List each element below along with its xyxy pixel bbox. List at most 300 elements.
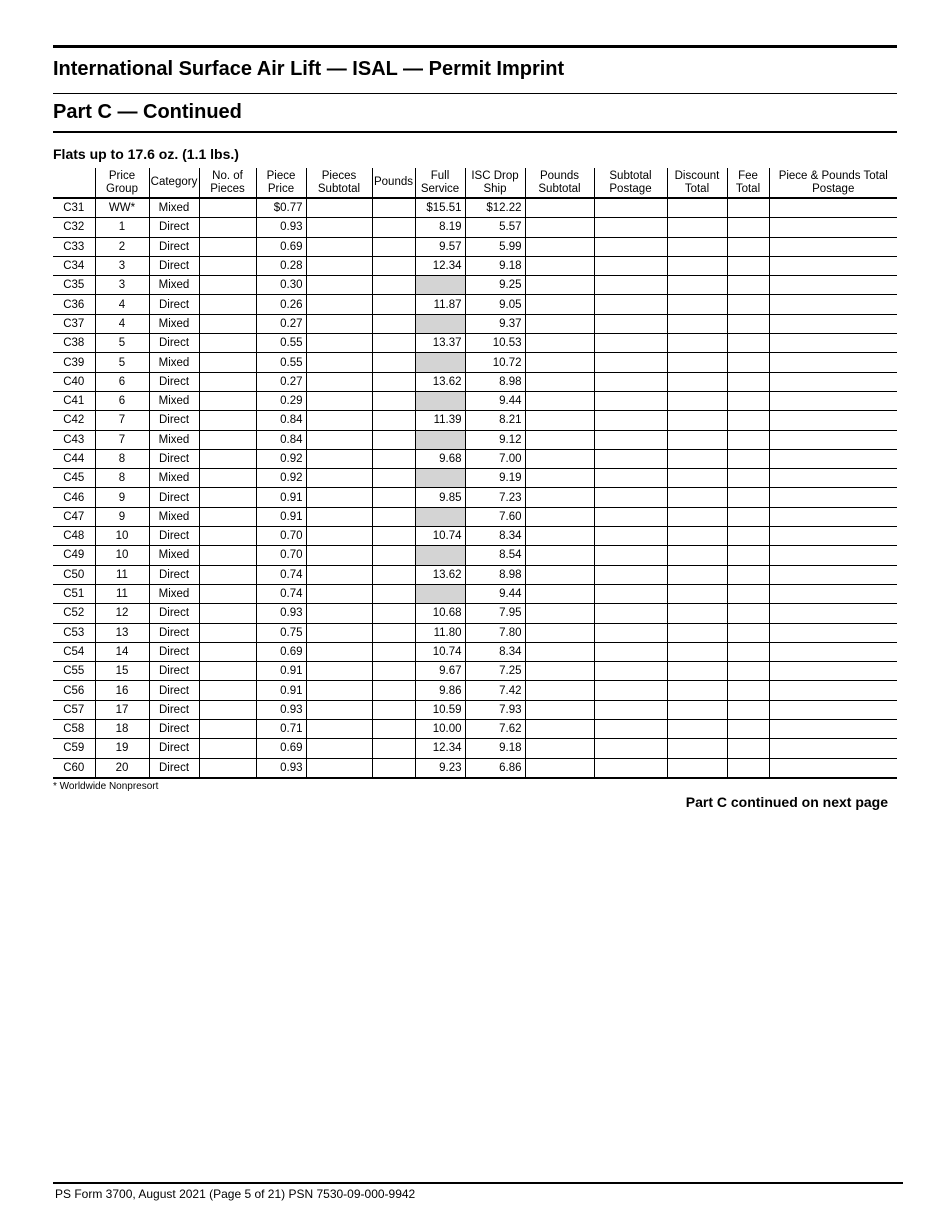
line-number-cell: C56 — [53, 681, 95, 700]
total-postage-entry[interactable] — [769, 198, 897, 218]
subtotal-postage-entry[interactable] — [594, 546, 667, 565]
category-cell: Direct — [149, 488, 199, 507]
no-of-pieces-entry[interactable] — [199, 720, 256, 739]
discount-total-entry[interactable] — [667, 372, 727, 391]
pounds-subtotal-entry[interactable] — [525, 642, 594, 661]
pounds-subtotal-entry[interactable] — [525, 507, 594, 526]
pieces-subtotal-entry[interactable] — [306, 198, 372, 218]
pieces-subtotal-entry[interactable] — [306, 681, 372, 700]
fee-total-entry[interactable] — [727, 430, 769, 449]
pounds-entry[interactable] — [372, 256, 415, 275]
pieces-subtotal-entry[interactable] — [306, 334, 372, 353]
subtotal-postage-entry[interactable] — [594, 565, 667, 584]
pounds-subtotal-entry[interactable] — [525, 314, 594, 333]
pounds-entry[interactable] — [372, 469, 415, 488]
fee-total-entry[interactable] — [727, 334, 769, 353]
pounds-subtotal-entry[interactable] — [525, 604, 594, 623]
fee-total-entry[interactable] — [727, 507, 769, 526]
discount-total-entry[interactable] — [667, 739, 727, 758]
total-postage-entry[interactable] — [769, 391, 897, 410]
full-service-cell — [415, 430, 465, 449]
pounds-entry[interactable] — [372, 314, 415, 333]
discount-total-entry[interactable] — [667, 488, 727, 507]
piece-price-cell: 0.91 — [256, 488, 306, 507]
pieces-subtotal-entry[interactable] — [306, 720, 372, 739]
no-of-pieces-entry[interactable] — [199, 276, 256, 295]
price-group-cell: 8 — [95, 449, 149, 468]
subtotal-postage-entry[interactable] — [594, 758, 667, 778]
total-postage-entry[interactable] — [769, 681, 897, 700]
pieces-subtotal-entry[interactable] — [306, 430, 372, 449]
pieces-subtotal-entry[interactable] — [306, 218, 372, 237]
pounds-subtotal-entry[interactable] — [525, 295, 594, 314]
fee-total-entry[interactable] — [727, 353, 769, 372]
no-of-pieces-entry[interactable] — [199, 507, 256, 526]
total-postage-entry[interactable] — [769, 527, 897, 546]
pieces-subtotal-entry[interactable] — [306, 256, 372, 275]
pieces-subtotal-entry[interactable] — [306, 391, 372, 410]
discount-total-entry[interactable] — [667, 430, 727, 449]
pieces-subtotal-entry[interactable] — [306, 488, 372, 507]
table-row — [53, 372, 897, 391]
pounds-entry[interactable] — [372, 334, 415, 353]
subtotal-postage-entry[interactable] — [594, 430, 667, 449]
total-postage-entry[interactable] — [769, 449, 897, 468]
total-postage-entry[interactable] — [769, 334, 897, 353]
pieces-subtotal-entry[interactable] — [306, 276, 372, 295]
pounds-subtotal-entry[interactable] — [525, 739, 594, 758]
pounds-entry[interactable] — [372, 372, 415, 391]
pounds-entry[interactable] — [372, 411, 415, 430]
table-row — [53, 546, 897, 565]
discount-total-entry[interactable] — [667, 198, 727, 218]
pounds-subtotal-entry[interactable] — [525, 334, 594, 353]
pounds-subtotal-entry[interactable] — [525, 218, 594, 237]
isc-drop-ship-cell: 8.98 — [465, 565, 525, 584]
price-group-cell: 18 — [95, 720, 149, 739]
fee-total-entry[interactable] — [727, 720, 769, 739]
fee-total-entry[interactable] — [727, 449, 769, 468]
price-group-cell: 6 — [95, 372, 149, 391]
isc-drop-ship-cell: 8.34 — [465, 642, 525, 661]
subtotal-postage-entry[interactable] — [594, 507, 667, 526]
total-postage-entry[interactable] — [769, 584, 897, 603]
subtotal-postage-entry[interactable] — [594, 700, 667, 719]
no-of-pieces-entry[interactable] — [199, 237, 256, 256]
subtotal-postage-entry[interactable] — [594, 411, 667, 430]
no-of-pieces-entry[interactable] — [199, 469, 256, 488]
piece-price-cell: 0.92 — [256, 449, 306, 468]
discount-total-entry[interactable] — [667, 334, 727, 353]
category-cell: Mixed — [149, 314, 199, 333]
discount-total-entry[interactable] — [667, 546, 727, 565]
no-of-pieces-entry[interactable] — [199, 218, 256, 237]
fee-total-entry[interactable] — [727, 411, 769, 430]
isc-drop-ship-cell: 8.98 — [465, 372, 525, 391]
total-postage-entry[interactable] — [769, 295, 897, 314]
pieces-subtotal-entry[interactable] — [306, 546, 372, 565]
piece-price-cell: $0.77 — [256, 198, 306, 218]
pounds-entry[interactable] — [372, 681, 415, 700]
pieces-subtotal-entry[interactable] — [306, 758, 372, 778]
subtotal-postage-entry[interactable] — [594, 720, 667, 739]
pounds-subtotal-entry[interactable] — [525, 527, 594, 546]
no-of-pieces-entry[interactable] — [199, 488, 256, 507]
pounds-subtotal-entry[interactable] — [525, 276, 594, 295]
subtotal-postage-entry[interactable] — [594, 237, 667, 256]
fee-total-entry[interactable] — [727, 198, 769, 218]
pounds-entry[interactable] — [372, 430, 415, 449]
no-of-pieces-entry[interactable] — [199, 295, 256, 314]
subtotal-postage-entry[interactable] — [594, 527, 667, 546]
fee-total-entry[interactable] — [727, 295, 769, 314]
pieces-subtotal-entry[interactable] — [306, 314, 372, 333]
total-postage-entry[interactable] — [769, 662, 897, 681]
no-of-pieces-entry[interactable] — [199, 334, 256, 353]
pounds-entry[interactable] — [372, 642, 415, 661]
pounds-subtotal-entry[interactable] — [525, 565, 594, 584]
pieces-subtotal-entry[interactable] — [306, 662, 372, 681]
pieces-subtotal-entry[interactable] — [306, 604, 372, 623]
pounds-entry[interactable] — [372, 662, 415, 681]
no-of-pieces-entry[interactable] — [199, 584, 256, 603]
total-postage-entry[interactable] — [769, 642, 897, 661]
discount-total-entry[interactable] — [667, 527, 727, 546]
pieces-subtotal-entry[interactable] — [306, 449, 372, 468]
no-of-pieces-entry[interactable] — [199, 565, 256, 584]
pieces-subtotal-entry[interactable] — [306, 353, 372, 372]
discount-total-entry[interactable] — [667, 662, 727, 681]
pieces-subtotal-entry[interactable] — [306, 565, 372, 584]
price-group-cell: 8 — [95, 469, 149, 488]
no-of-pieces-entry[interactable] — [199, 449, 256, 468]
col-header-fee-total: Fee Total — [727, 168, 769, 198]
line-number-cell: C54 — [53, 642, 95, 661]
full-service-cell — [415, 546, 465, 565]
pounds-subtotal-entry[interactable] — [525, 488, 594, 507]
pounds-subtotal-entry[interactable] — [525, 662, 594, 681]
fee-total-entry[interactable] — [727, 758, 769, 778]
subtotal-postage-entry[interactable] — [594, 739, 667, 758]
fee-total-entry[interactable] — [727, 642, 769, 661]
discount-total-entry[interactable] — [667, 256, 727, 275]
no-of-pieces-entry[interactable] — [199, 700, 256, 719]
pieces-subtotal-entry[interactable] — [306, 642, 372, 661]
pounds-entry[interactable] — [372, 758, 415, 778]
pounds-subtotal-entry[interactable] — [525, 372, 594, 391]
fee-total-entry[interactable] — [727, 391, 769, 410]
pieces-subtotal-entry[interactable] — [306, 237, 372, 256]
line-number-cell: C42 — [53, 411, 95, 430]
subtotal-postage-entry[interactable] — [594, 488, 667, 507]
total-postage-entry[interactable] — [769, 739, 897, 758]
pieces-subtotal-entry[interactable] — [306, 469, 372, 488]
total-postage-entry[interactable] — [769, 565, 897, 584]
total-postage-entry[interactable] — [769, 604, 897, 623]
subtotal-postage-entry[interactable] — [594, 584, 667, 603]
pounds-subtotal-entry[interactable] — [525, 449, 594, 468]
table-row — [53, 449, 897, 468]
subtotal-postage-entry[interactable] — [594, 391, 667, 410]
price-group-cell: 6 — [95, 391, 149, 410]
full-service-cell — [415, 391, 465, 410]
total-postage-entry[interactable] — [769, 430, 897, 449]
pounds-entry[interactable] — [372, 604, 415, 623]
total-postage-entry[interactable] — [769, 546, 897, 565]
line-number-cell: C50 — [53, 565, 95, 584]
total-postage-entry[interactable] — [769, 507, 897, 526]
piece-price-cell: 0.92 — [256, 469, 306, 488]
line-number-cell: C37 — [53, 314, 95, 333]
piece-price-cell: 0.74 — [256, 584, 306, 603]
isc-drop-ship-cell: $12.22 — [465, 198, 525, 218]
subtotal-postage-entry[interactable] — [594, 276, 667, 295]
no-of-pieces-entry[interactable] — [199, 391, 256, 410]
fee-total-entry[interactable] — [727, 565, 769, 584]
fee-total-entry[interactable] — [727, 276, 769, 295]
fee-total-entry[interactable] — [727, 584, 769, 603]
table-row — [53, 198, 897, 218]
discount-total-entry[interactable] — [667, 758, 727, 778]
pieces-subtotal-entry[interactable] — [306, 584, 372, 603]
discount-total-entry[interactable] — [667, 449, 727, 468]
piece-price-cell: 0.69 — [256, 237, 306, 256]
line-number-cell: C59 — [53, 739, 95, 758]
subtotal-postage-entry[interactable] — [594, 604, 667, 623]
no-of-pieces-entry[interactable] — [199, 372, 256, 391]
pounds-entry[interactable] — [372, 276, 415, 295]
no-of-pieces-entry[interactable] — [199, 623, 256, 642]
pounds-subtotal-entry[interactable] — [525, 237, 594, 256]
pounds-subtotal-entry[interactable] — [525, 720, 594, 739]
subtotal-postage-entry[interactable] — [594, 662, 667, 681]
no-of-pieces-entry[interactable] — [199, 604, 256, 623]
table-row — [53, 488, 897, 507]
price-group-cell: 16 — [95, 681, 149, 700]
pieces-subtotal-entry[interactable] — [306, 739, 372, 758]
subtotal-postage-entry[interactable] — [594, 256, 667, 275]
isc-drop-ship-cell: 10.72 — [465, 353, 525, 372]
subtotal-postage-entry[interactable] — [594, 353, 667, 372]
fee-total-entry[interactable] — [727, 372, 769, 391]
pounds-entry[interactable] — [372, 507, 415, 526]
subtotal-postage-entry[interactable] — [594, 295, 667, 314]
no-of-pieces-entry[interactable] — [199, 198, 256, 218]
subtotal-postage-entry[interactable] — [594, 218, 667, 237]
discount-total-entry[interactable] — [667, 314, 727, 333]
fee-total-entry[interactable] — [727, 314, 769, 333]
discount-total-entry[interactable] — [667, 700, 727, 719]
discount-total-entry[interactable] — [667, 507, 727, 526]
pounds-entry[interactable] — [372, 218, 415, 237]
total-postage-entry[interactable] — [769, 623, 897, 642]
top-rule — [53, 45, 897, 48]
no-of-pieces-entry[interactable] — [199, 411, 256, 430]
category-cell: Direct — [149, 527, 199, 546]
discount-total-entry[interactable] — [667, 295, 727, 314]
discount-total-entry[interactable] — [667, 391, 727, 410]
pounds-entry[interactable] — [372, 449, 415, 468]
isc-drop-ship-cell: 7.23 — [465, 488, 525, 507]
fee-total-entry[interactable] — [727, 469, 769, 488]
fee-total-entry[interactable] — [727, 527, 769, 546]
fee-total-entry[interactable] — [727, 256, 769, 275]
fee-total-entry[interactable] — [727, 623, 769, 642]
line-number-cell: C38 — [53, 334, 95, 353]
discount-total-entry[interactable] — [667, 681, 727, 700]
discount-total-entry[interactable] — [667, 565, 727, 584]
pieces-subtotal-entry[interactable] — [306, 527, 372, 546]
full-service-cell: 8.19 — [415, 218, 465, 237]
total-postage-entry[interactable] — [769, 469, 897, 488]
subtotal-postage-entry[interactable] — [594, 681, 667, 700]
no-of-pieces-entry[interactable] — [199, 256, 256, 275]
fee-total-entry[interactable] — [727, 662, 769, 681]
pounds-entry[interactable] — [372, 391, 415, 410]
pounds-entry[interactable] — [372, 488, 415, 507]
fee-total-entry[interactable] — [727, 681, 769, 700]
subtotal-postage-entry[interactable] — [594, 623, 667, 642]
fee-total-entry[interactable] — [727, 700, 769, 719]
total-postage-entry[interactable] — [769, 758, 897, 778]
subtotal-postage-entry[interactable] — [594, 642, 667, 661]
no-of-pieces-entry[interactable] — [199, 353, 256, 372]
pounds-subtotal-entry[interactable] — [525, 546, 594, 565]
full-service-cell: 10.74 — [415, 642, 465, 661]
full-service-cell — [415, 584, 465, 603]
pounds-entry[interactable] — [372, 527, 415, 546]
pounds-entry[interactable] — [372, 198, 415, 218]
pieces-subtotal-entry[interactable] — [306, 700, 372, 719]
fee-total-entry[interactable] — [727, 237, 769, 256]
pounds-entry[interactable] — [372, 584, 415, 603]
fee-total-entry[interactable] — [727, 739, 769, 758]
no-of-pieces-entry[interactable] — [199, 546, 256, 565]
fee-total-entry[interactable] — [727, 546, 769, 565]
subtotal-postage-entry[interactable] — [594, 372, 667, 391]
table-row — [53, 681, 897, 700]
pounds-subtotal-entry[interactable] — [525, 198, 594, 218]
pounds-entry[interactable] — [372, 237, 415, 256]
fee-total-entry[interactable] — [727, 218, 769, 237]
discount-total-entry[interactable] — [667, 642, 727, 661]
no-of-pieces-entry[interactable] — [199, 642, 256, 661]
no-of-pieces-entry[interactable] — [199, 758, 256, 778]
category-cell: Direct — [149, 758, 199, 778]
pieces-subtotal-entry[interactable] — [306, 372, 372, 391]
no-of-pieces-entry[interactable] — [199, 662, 256, 681]
category-cell: Mixed — [149, 391, 199, 410]
category-cell: Mixed — [149, 507, 199, 526]
pounds-subtotal-entry[interactable] — [525, 391, 594, 410]
pounds-subtotal-entry[interactable] — [525, 469, 594, 488]
pounds-subtotal-entry[interactable] — [525, 758, 594, 778]
pounds-entry[interactable] — [372, 720, 415, 739]
no-of-pieces-entry[interactable] — [199, 314, 256, 333]
total-postage-entry[interactable] — [769, 276, 897, 295]
pieces-subtotal-entry[interactable] — [306, 507, 372, 526]
subtotal-postage-entry[interactable] — [594, 198, 667, 218]
discount-total-entry[interactable] — [667, 623, 727, 642]
pounds-subtotal-entry[interactable] — [525, 411, 594, 430]
pounds-entry[interactable] — [372, 739, 415, 758]
table-body — [53, 198, 897, 778]
pounds-subtotal-entry[interactable] — [525, 681, 594, 700]
price-group-cell: 10 — [95, 546, 149, 565]
total-postage-entry[interactable] — [769, 353, 897, 372]
discount-total-entry[interactable] — [667, 584, 727, 603]
discount-total-entry[interactable] — [667, 720, 727, 739]
pounds-entry[interactable] — [372, 295, 415, 314]
pieces-subtotal-entry[interactable] — [306, 295, 372, 314]
col-header-piece-price: Piece Price — [256, 168, 306, 198]
fee-total-entry[interactable] — [727, 488, 769, 507]
total-postage-entry[interactable] — [769, 488, 897, 507]
total-postage-entry[interactable] — [769, 218, 897, 237]
subtotal-postage-entry[interactable] — [594, 449, 667, 468]
fee-total-entry[interactable] — [727, 604, 769, 623]
total-postage-entry[interactable] — [769, 720, 897, 739]
pounds-subtotal-entry[interactable] — [525, 256, 594, 275]
price-group-cell: 13 — [95, 623, 149, 642]
pounds-entry[interactable] — [372, 565, 415, 584]
total-postage-entry[interactable] — [769, 372, 897, 391]
pounds-entry[interactable] — [372, 700, 415, 719]
line-number-cell: C45 — [53, 469, 95, 488]
discount-total-entry[interactable] — [667, 218, 727, 237]
subtotal-postage-entry[interactable] — [594, 469, 667, 488]
piece-price-cell: 0.69 — [256, 739, 306, 758]
piece-price-cell: 0.75 — [256, 623, 306, 642]
subtotal-postage-entry[interactable] — [594, 314, 667, 333]
total-postage-entry[interactable] — [769, 700, 897, 719]
piece-price-cell: 0.91 — [256, 507, 306, 526]
pounds-entry[interactable] — [372, 546, 415, 565]
no-of-pieces-entry[interactable] — [199, 739, 256, 758]
pounds-subtotal-entry[interactable] — [525, 700, 594, 719]
price-group-cell: 11 — [95, 565, 149, 584]
total-postage-entry[interactable] — [769, 314, 897, 333]
pieces-subtotal-entry[interactable] — [306, 411, 372, 430]
discount-total-entry[interactable] — [667, 411, 727, 430]
pounds-subtotal-entry[interactable] — [525, 430, 594, 449]
pounds-entry[interactable] — [372, 353, 415, 372]
discount-total-entry[interactable] — [667, 353, 727, 372]
no-of-pieces-entry[interactable] — [199, 527, 256, 546]
total-postage-entry[interactable] — [769, 256, 897, 275]
col-header-pieces-subtotal: Pieces Subtotal — [306, 168, 372, 198]
no-of-pieces-entry[interactable] — [199, 681, 256, 700]
pounds-subtotal-entry[interactable] — [525, 353, 594, 372]
category-cell: Mixed — [149, 430, 199, 449]
subtotal-postage-entry[interactable] — [594, 334, 667, 353]
pounds-subtotal-entry[interactable] — [525, 623, 594, 642]
table-row — [53, 256, 897, 275]
total-postage-entry[interactable] — [769, 237, 897, 256]
pounds-subtotal-entry[interactable] — [525, 584, 594, 603]
price-group-cell: 9 — [95, 488, 149, 507]
piece-price-cell: 0.69 — [256, 642, 306, 661]
discount-total-entry[interactable] — [667, 237, 727, 256]
discount-total-entry[interactable] — [667, 276, 727, 295]
pounds-entry[interactable] — [372, 623, 415, 642]
col-header-isc-drop-ship: ISC Drop Ship — [465, 168, 525, 198]
no-of-pieces-entry[interactable] — [199, 430, 256, 449]
total-postage-entry[interactable] — [769, 411, 897, 430]
discount-total-entry[interactable] — [667, 604, 727, 623]
pieces-subtotal-entry[interactable] — [306, 623, 372, 642]
discount-total-entry[interactable] — [667, 469, 727, 488]
